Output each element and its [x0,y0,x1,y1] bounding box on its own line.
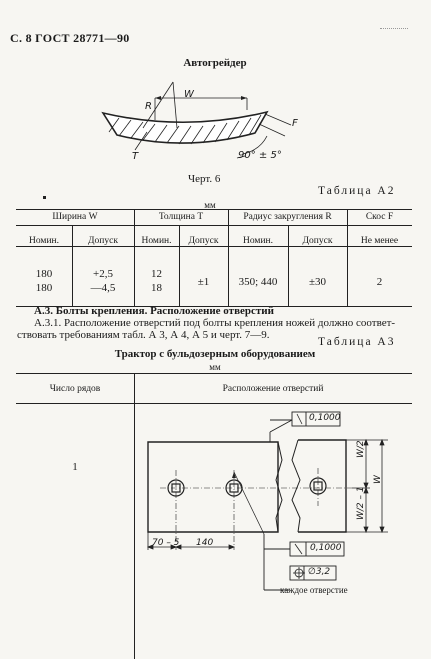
cell-rows-value: 1 [72,461,78,473]
section-a3-heading: А.3. Болты крепления. Расположение отверстий [34,305,274,317]
th-thickness: Толщина T [158,212,204,222]
cell-t-tol: ±1 [197,276,210,288]
page-header: С. 8 ГОСТ 28771—90 [10,31,130,45]
sub-r-tol: Допуск [302,236,333,246]
cell-f-min: 2 [376,276,383,288]
table-a3-unit: мм [209,362,221,372]
th-radius: Радиус закругления R [243,212,332,222]
stray-mark [43,196,46,199]
label-r: R [145,101,152,112]
scan-mark [380,28,408,32]
hole-diameter: ∅3,2 [308,567,331,577]
label-t: T [132,151,139,162]
note-each-hole: каждое отверстие [280,585,348,595]
cell-r-tol: ±30 [308,276,327,288]
dim-w-half: W/2 [356,440,366,458]
label-angle: 90° ± 5° [238,150,282,161]
table-row: +2,5 —4,5 [90,268,116,294]
label-f: F [292,118,298,129]
table-row: 180 180 [35,268,53,294]
paragraph-line: А.3.1. Расположение отверстий под болты крепления ножей должно соответ- [34,317,396,329]
table-a3-title: Трактор с бульдозерным оборудованием [114,348,316,360]
sub-f-min: Не менее [360,236,399,246]
cell-r-nom: 350; 440 [238,276,278,288]
dim-w: W [373,475,383,484]
tolerance-2: 0,1000 [310,543,342,553]
dim-edge: 70 – 5 [152,538,180,548]
sub-w-tol: Допуск [88,236,118,246]
th-rows: Число рядов [49,384,101,394]
figure-caption: Черт. 6 [188,173,221,185]
th-width: Ширина W [52,212,98,222]
paragraph-line: ствовать требованиям табл. А 3, А 4, А 5 и черт. 7—9. [17,329,270,341]
section-title-grader: Автогрейдер [183,57,247,69]
table-row: 12 18 [151,268,162,294]
dim-spacing: 140 [196,538,214,548]
sub-w-nom: Номин. [29,236,59,246]
sub-t-tol: Допуск [188,236,219,246]
sub-t-nom: Номин. [141,236,172,246]
tolerance-1: 0,1000 [309,413,341,423]
dim-w-half-minus: W/2 – 1 [356,486,366,520]
label-w: W [184,89,194,100]
table-a3-label: Таблица А3 [318,336,396,348]
table-a2-unit: мм [204,200,216,210]
figure-6-drawing [95,80,305,180]
sub-r-nom: Номин. [243,236,273,246]
th-bevel: Скос F [365,212,394,222]
hole-layout-drawing [140,410,410,610]
th-hole-layout: Расположение отверстий [222,384,324,394]
table-a2-label: Таблица А2 [318,185,396,197]
